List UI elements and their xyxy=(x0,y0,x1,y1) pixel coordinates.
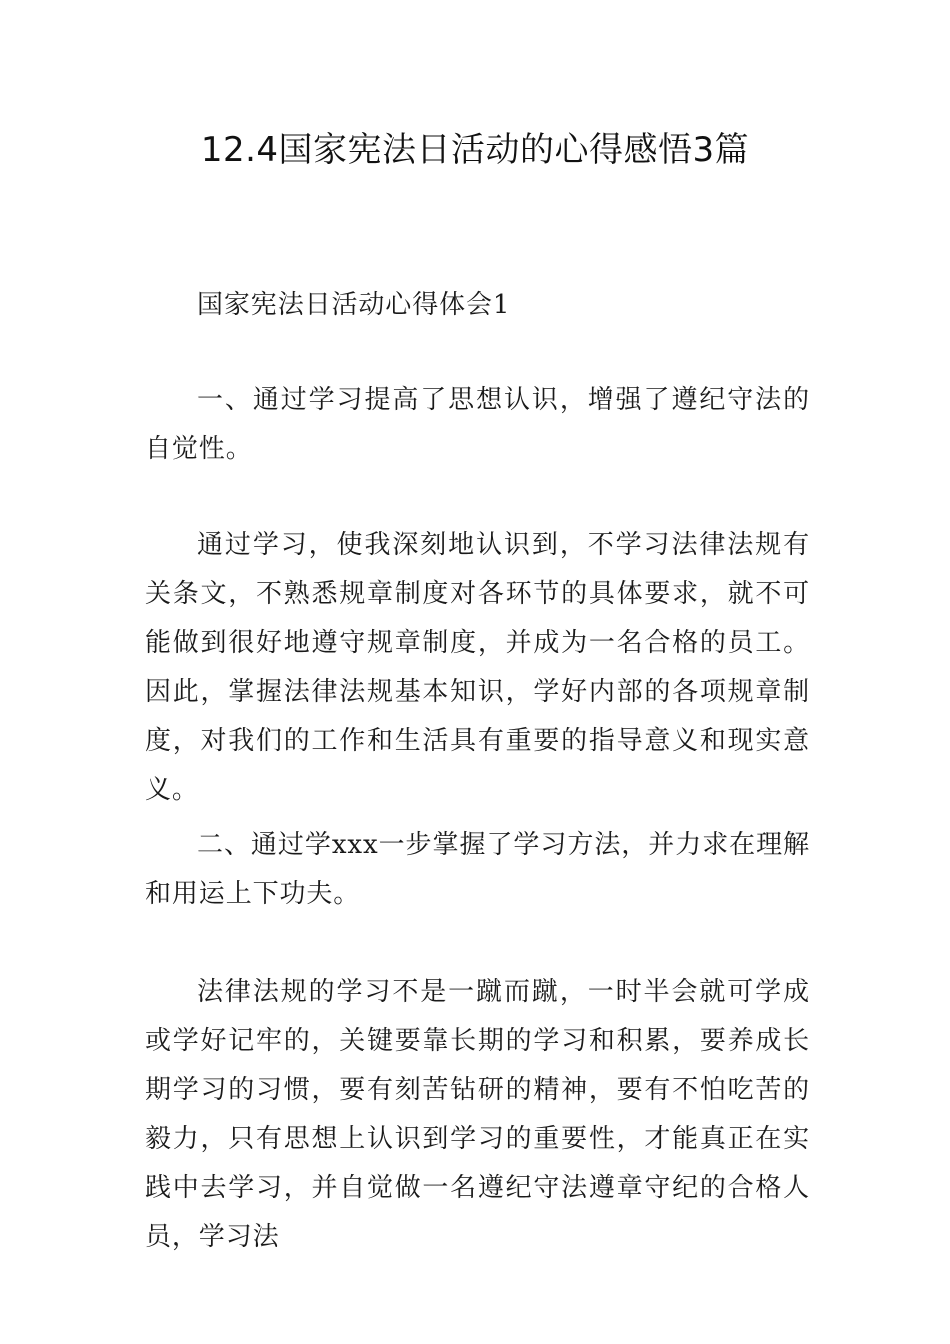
section-2-heading: 二、通过学xxx一步掌握了学习方法，并力求在理解和用运上下功夫。 xyxy=(145,830,810,909)
sub-heading: 国家宪法日活动心得体会1 xyxy=(197,290,511,320)
document-title: 12.4国家宪法日活动的心得感悟3篇 xyxy=(200,130,750,170)
paragraph-1: 通过学习，使我深刻地认识到，不学习法律法规有关条文，不熟悉规章制度对各环节的具体要求，就不可能做到很好地遵守规章制度，并成为一名合格的员工。因此，掌握法律法规基本知识，学好内部的各项规章制度，对我们的工作和生活具有重要的指导意义和现实意义。 xyxy=(145,530,810,805)
section-1-heading: 一、通过学习提高了思想认识，增强了遵纪守法的自觉性。 xyxy=(145,385,810,464)
paragraph-2: 法律法规的学习不是一蹴而蹴，一时半会就可学成或学好记牢的，关键要靠长期的学习和积累，要养成长期学习的习惯，要有刻苦钻研的精神，要有不怕吃苦的毅力，只有思想上认识到学习的重要性，才能真正在实践中去学习，并自觉做一名遵纪守法遵章守纪的合格人员，学习法 xyxy=(145,977,810,1252)
